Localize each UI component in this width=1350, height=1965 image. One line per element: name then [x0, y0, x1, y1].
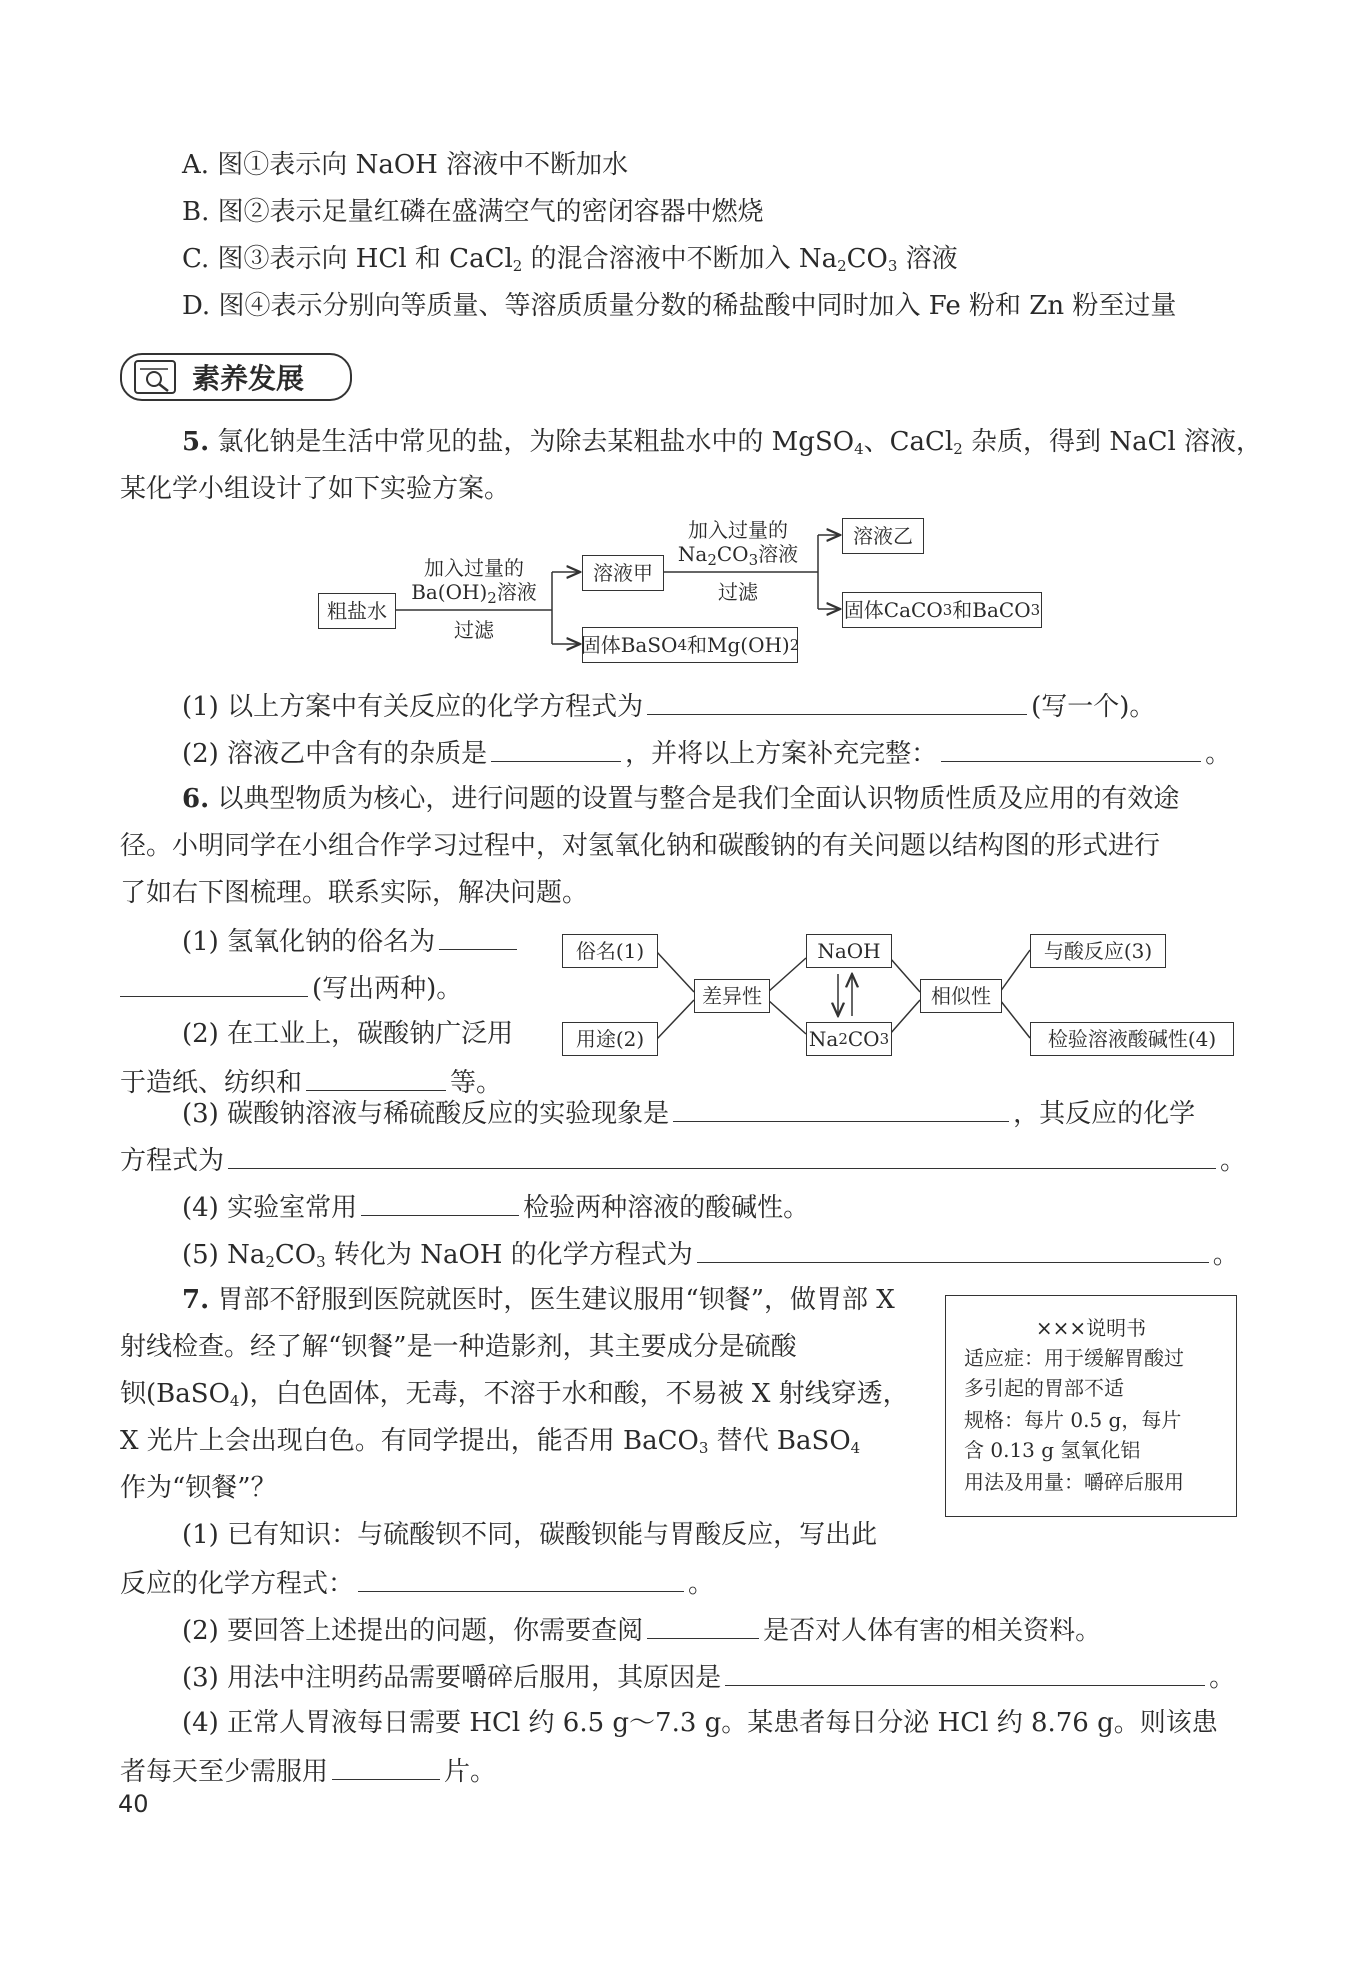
answer-blank[interactable] — [697, 1236, 1209, 1263]
box-na2co3: Na 2 CO 3 — [806, 1022, 892, 1056]
q6-part-3b: 方程式为 。 — [120, 1142, 1246, 1178]
q6-part-1b: (写出两种)。 — [120, 970, 462, 1006]
q7-line-2: 射线检查。经了解“钡餐”是一种造影剂，其主要成分是硫酸 — [120, 1332, 797, 1362]
q7-part-1a: (1) 已有知识：与硫酸钡不同，碳酸钡能与胃酸反应，写出此 — [182, 1520, 878, 1550]
q7-part-4a: (4) 正常人胃液每日需要 HCl 约 6.5 g～7.3 g。某患者每日分泌 HCl 约 8.76 g。则该患 — [182, 1708, 1218, 1738]
answer-blank[interactable] — [647, 1612, 759, 1639]
instructions-title: ×××说明书 — [1035, 1316, 1147, 1340]
box-acid-reaction: 与酸反应(3) — [1030, 934, 1166, 968]
answer-blank[interactable] — [725, 1659, 1205, 1686]
instructions-line: 适应症：用于缓解胃酸过 — [964, 1346, 1184, 1370]
q7-part-3: (3) 用法中注明药品需要嚼碎后服用，其原因是 。 — [182, 1659, 1235, 1695]
q7-line-4: X 光片上会出现白色。有同学提出，能否用 BaCO$_3$ 替代 BaSO$_4$ — [120, 1426, 861, 1457]
q5-part-2: (2) 溶液乙中含有的杂质是 ，并将以上方案补充完整： 。 — [182, 735, 1231, 771]
step2-label-top: 加入过量的 — [688, 518, 788, 542]
q6-part-1a: (1) 氢氧化钠的俗名为 — [182, 923, 521, 959]
q7-line-1: 7. 胃部不舒服到医院就医时，医生建议服用“钡餐”，做胃部 X — [182, 1285, 895, 1315]
q5-part-1: (1) 以上方案中有关反应的化学方程式为 (写一个)。 — [182, 688, 1155, 724]
instructions-line: 规格：每片 0.5 g，每片 — [964, 1408, 1182, 1432]
q6-part-4: (4) 实验室常用 检验两种溶液的酸碱性。 — [182, 1189, 809, 1225]
q6-line-3: 了如右下图梳理。联系实际，解决问题。 — [120, 878, 589, 908]
q6-part-3a: (3) 碳酸钠溶液与稀硫酸反应的实验现象是 ，其反应的化学 — [182, 1095, 1195, 1131]
box-solid-1: 固体BaSO 4 和Mg(OH) 2 — [582, 627, 798, 663]
q6-part-2b: 于造纸、纺织和 等。 — [120, 1064, 502, 1100]
box-solution-jia: 溶液甲 — [582, 555, 664, 591]
section-title: 素养发展 — [192, 362, 305, 395]
box-naoh: NaOH — [806, 934, 892, 968]
q6-part-5: (5) $Na_2CO_3$ 转化为 NaOH 的化学方程式为 。 — [182, 1236, 1239, 1279]
step2-filter: 过滤 — [718, 580, 758, 604]
q6-line-2: 径。小明同学在小组合作学习过程中，对氢氧化钠和碳酸钠的有关问题以结构图的形式进行 — [120, 831, 1161, 861]
box-difference: 差异性 — [694, 979, 770, 1013]
q5-line-1: 5. 氯化钠是生活中常见的盐，为除去某粗盐水中的 MgSO$_4$、CaCl$_2$ 杂质，得到 NaCl 溶液， — [182, 427, 1263, 458]
step1-label-top: 加入过量的 — [424, 556, 524, 580]
q6-part-2a: (2) 在工业上，碳酸钠广泛用 — [182, 1019, 514, 1049]
q6-line-1: 6. 以典型物质为核心，进行问题的设置与整合是我们全面认识物质性质及应用的有效途 — [182, 784, 1180, 814]
answer-blank[interactable] — [361, 1189, 519, 1216]
option-b: B. 图②表示足量红磷在盛满空气的密闭容器中燃烧 — [182, 197, 764, 227]
q7-line-5: 作为“钡餐”？ — [120, 1473, 277, 1503]
box-crude-brine: 粗盐水 — [318, 593, 396, 629]
step1-filter: 过滤 — [454, 618, 494, 642]
q7-part-4b: 者每天至少需服用 片。 — [120, 1753, 496, 1789]
step1-reagent: $Ba(OH)_2$溶液 — [411, 580, 537, 607]
instructions-line: 用法及用量：嚼碎后服用 — [964, 1470, 1184, 1494]
option-c: C. 图③表示向 HCl 和 CaCl$_2$ 的混合溶液中不断加入 $Na_2CO_3$ 溶液 — [182, 244, 958, 275]
box-use: 用途(2) — [562, 1022, 658, 1056]
box-solution-yi: 溶液乙 — [842, 518, 924, 554]
option-a: A. 图①表示向 NaOH 溶液中不断加水 — [182, 150, 629, 180]
box-acid-base-test: 检验溶液酸碱性(4) — [1030, 1022, 1234, 1056]
answer-blank[interactable] — [673, 1095, 1009, 1122]
instructions-line: 含 0.13 g 氢氧化铝 — [964, 1438, 1141, 1462]
medicine-instructions-box — [945, 1295, 1237, 1517]
answer-blank[interactable] — [358, 1565, 684, 1592]
q7-part-2: (2) 要回答上述提出的问题，你需要查阅 是否对人体有害的相关资料。 — [182, 1612, 1101, 1648]
step2-reagent: $Na_2CO_3$溶液 — [677, 542, 799, 569]
option-d: D. 图④表示分别向等质量、等溶质质量分数的稀盐酸中同时加入 Fe 粉和 Zn 粉至过量 — [182, 291, 1177, 321]
box-similarity: 相似性 — [920, 979, 1002, 1013]
box-common-name: 俗名(1) — [562, 934, 658, 968]
answer-blank[interactable] — [332, 1753, 440, 1780]
instructions-line: 多引起的胃部不适 — [964, 1376, 1124, 1400]
q7-part-1b: 反应的化学方程式： 。 — [120, 1565, 714, 1601]
q7-line-3: 钡(BaSO$_4$)，白色固体，无毒，不溶于水和酸，不易被 X 射线穿透， — [120, 1379, 909, 1410]
answer-blank[interactable] — [228, 1142, 1216, 1169]
box-solid-2: 固体CaCO 3 和BaCO 3 — [842, 592, 1042, 628]
q5-line-2: 某化学小组设计了如下实验方案。 — [120, 474, 511, 504]
page-number: 40 — [118, 1790, 149, 1818]
